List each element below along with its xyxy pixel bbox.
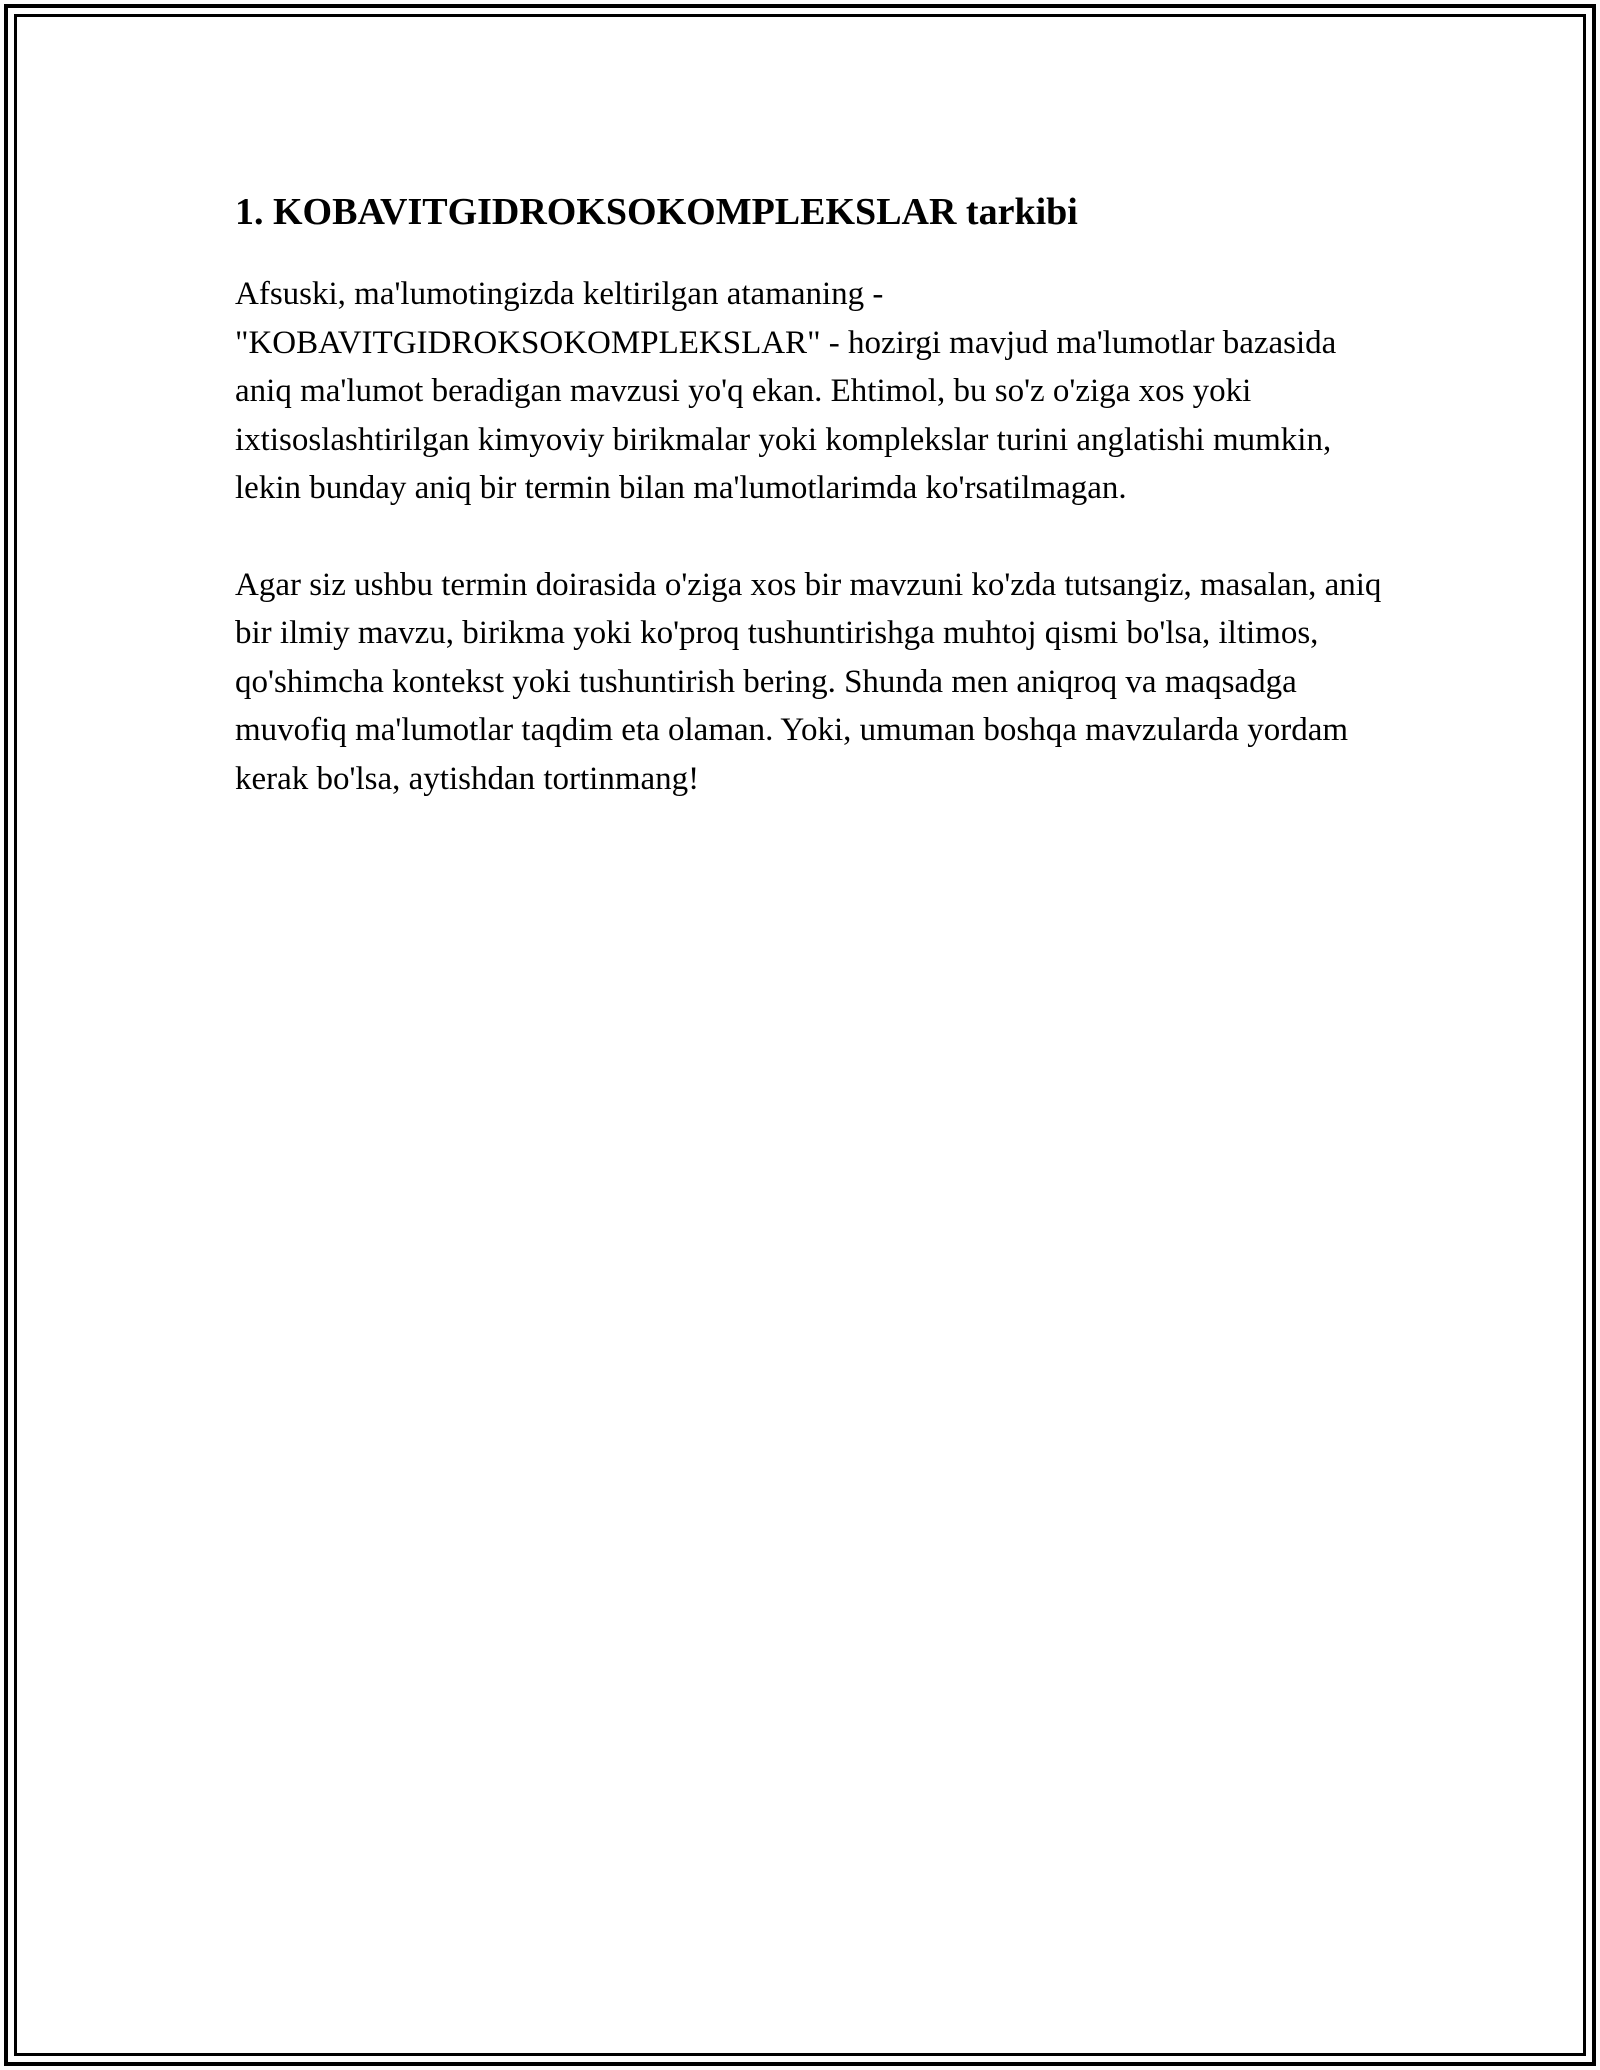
section-heading: 1. KOBAVITGIDROKSOKOMPLEKSLAR tarkibi: [235, 191, 1078, 233]
paragraph-1: Afsuski, ma'lumotingizda keltirilgan atamaning - "KOBAVITGIDROKSOKOMPLEKSLAR" - hozirgi mavjud ma'lumotlar bazasida aniq ma'lumot beradigan mavzusi yo'q ekan. Ehtimol, bu so'z o'ziga xos yoki ixtisoslashtirilgan kimyoviy birikmalar yoki komplekslar turini anglatishi mumkin, lekin bunday aniq bir termin bilan ma'lumotlarimda ko'rsatilmagan.: [235, 276, 1337, 506]
document-body: [235, 182, 1385, 851]
paragraph-2: Agar siz ushbu termin doirasida o'ziga xos bir mavzuni ko'zda tutsangiz, masalan, aniq bir ilmiy mavzu, birikma yoki ko'proq tushuntirishga muhtoj qismi bo'lsa, iltimos, qo'shimcha kontekst yoki tushuntirish bering. Shunda men aniqroq va maqsadga muvofiq ma'lumotlar taqdim eta olaman. Yoki, umuman boshqa mavzularda yordam kerak bo'lsa, aytishdan tortinmang!: [235, 566, 1382, 797]
